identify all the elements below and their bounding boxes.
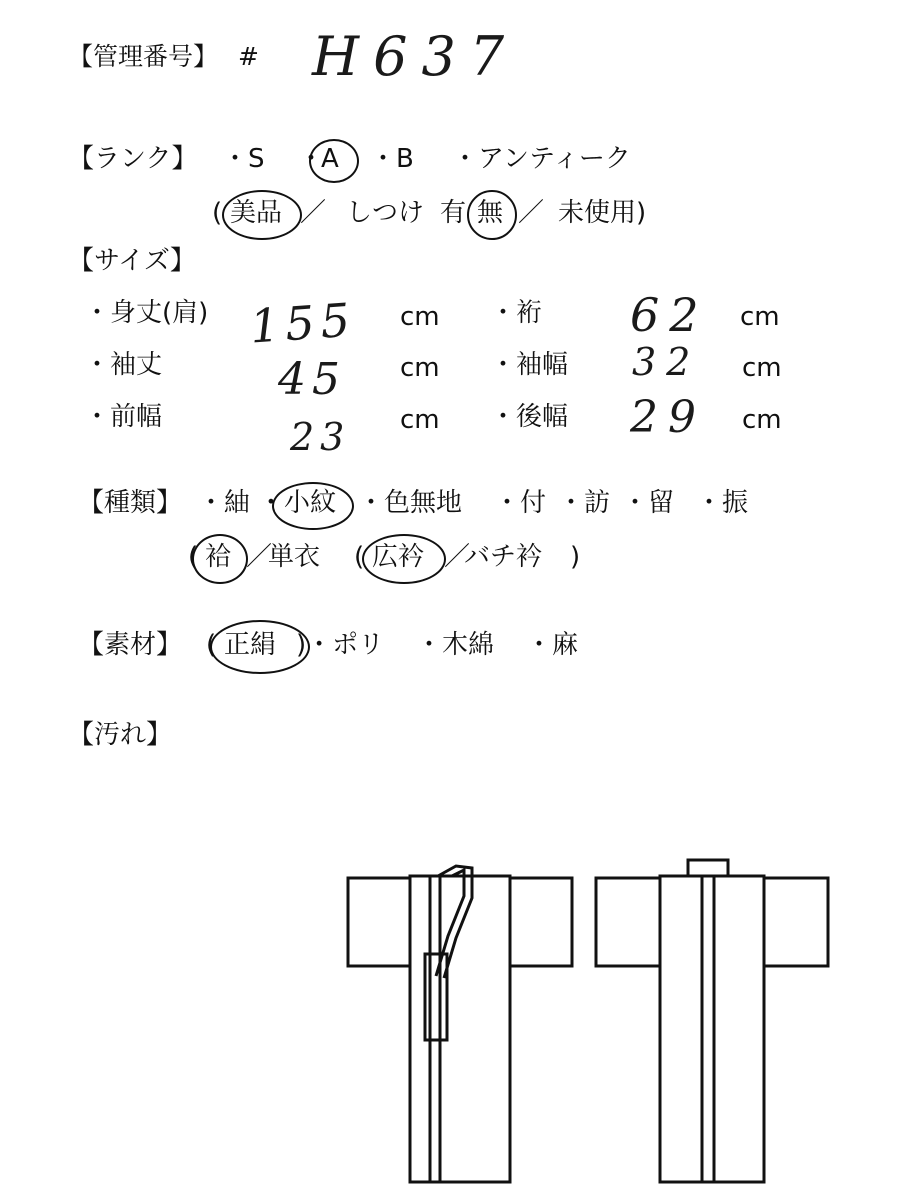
type-komon: 小紋 xyxy=(284,488,337,518)
rank-option-antique: ・アンティーク xyxy=(452,144,631,174)
condition-like-new: 美品 xyxy=(230,198,283,228)
size-sleeve-width-unit: cm xyxy=(742,353,782,383)
type-awase-circle xyxy=(192,534,248,584)
type-houmon: ・訪 xyxy=(558,488,611,518)
rank-bullet: ・ xyxy=(298,144,325,174)
size-yuki-value: 62 xyxy=(630,288,709,342)
management-number-value: H637 xyxy=(312,25,519,88)
size-front-width-value: 23 xyxy=(290,415,351,459)
condition-basting: しつけ xyxy=(346,198,425,228)
condition-unused: 未使用) xyxy=(558,198,647,228)
material-open-paren: ( xyxy=(206,630,217,660)
rank-selected-circle xyxy=(309,139,359,183)
size-label: 【サイズ】 xyxy=(68,246,196,276)
type-tome: ・留 xyxy=(622,488,675,518)
management-number-label: 【管理番号】 xyxy=(68,42,219,71)
size-front-width-unit: cm xyxy=(400,405,440,435)
material-poly: )・ポリ xyxy=(296,630,385,660)
condition-slash-1: ／ xyxy=(300,198,327,228)
material-cotton: ・木綿 xyxy=(416,630,495,660)
type-paren-2: ( xyxy=(354,542,365,572)
type-komon-circle xyxy=(272,482,354,530)
type-slash-2: ／ xyxy=(444,542,471,572)
size-body-length-unit: cm xyxy=(400,302,440,332)
type-open-paren: ( xyxy=(188,542,199,572)
size-body-length-label: ・身丈(肩) xyxy=(84,298,209,328)
type-close-paren: ) xyxy=(570,542,581,572)
type-hitoe: 単衣 xyxy=(268,542,321,572)
condition-like-new-circle xyxy=(222,190,302,240)
size-yuki-label: ・裄 xyxy=(490,298,543,328)
size-yuki-unit: cm xyxy=(740,302,780,332)
size-back-width-label: ・後幅 xyxy=(490,402,569,432)
type-label: 【種類】 xyxy=(78,488,183,518)
material-silk: 正絹 xyxy=(224,630,277,660)
material-label: 【素材】 xyxy=(78,630,183,660)
rank-option-s: ・S xyxy=(222,144,265,174)
type-slash-1: ／ xyxy=(246,542,273,572)
material-hemp: ・麻 xyxy=(526,630,579,660)
condition-basting-no-circle xyxy=(467,190,517,240)
type-bullet: ・ xyxy=(258,488,285,518)
hash-symbol: # xyxy=(238,42,259,71)
condition-basting-yes: 有 xyxy=(440,198,467,228)
size-back-width-unit: cm xyxy=(742,405,782,435)
stain-label: 【汚れ】 xyxy=(68,720,173,750)
size-sleeve-length-value: 45 xyxy=(278,354,346,405)
material-silk-circle xyxy=(210,620,310,674)
size-back-width-value: 29 xyxy=(630,392,706,443)
size-front-width-label: ・前幅 xyxy=(84,402,163,432)
type-hiroeri-circle xyxy=(362,534,446,584)
rank-option-b: ・B xyxy=(370,144,414,174)
size-sleeve-width-label: ・袖幅 xyxy=(490,350,569,380)
type-furi: ・振 xyxy=(696,488,749,518)
condition-slash-2: ／ xyxy=(518,198,545,228)
kimono-front-icon xyxy=(340,858,580,1190)
rank-label: 【ランク】 xyxy=(68,144,198,174)
type-bachieri: バチ衿 xyxy=(464,542,543,572)
rank-option-a: A xyxy=(321,144,339,174)
type-iromuji: ・色無地 xyxy=(358,488,463,518)
condition-open-paren: ( xyxy=(212,198,223,228)
condition-basting-no: 無 xyxy=(477,198,504,228)
size-sleeve-width-value: 32 xyxy=(632,340,701,384)
size-sleeve-length-unit: cm xyxy=(400,353,440,383)
type-tsumugi: ・紬 xyxy=(198,488,251,518)
type-awase: 袷 xyxy=(205,542,232,572)
kimono-back-icon xyxy=(590,852,836,1190)
type-hiroeri: 広衿 xyxy=(372,542,425,572)
size-body-length-value: 155 xyxy=(248,292,358,354)
type-tsuke: ・付 xyxy=(494,488,547,518)
size-sleeve-length-label: ・袖丈 xyxy=(84,350,163,380)
